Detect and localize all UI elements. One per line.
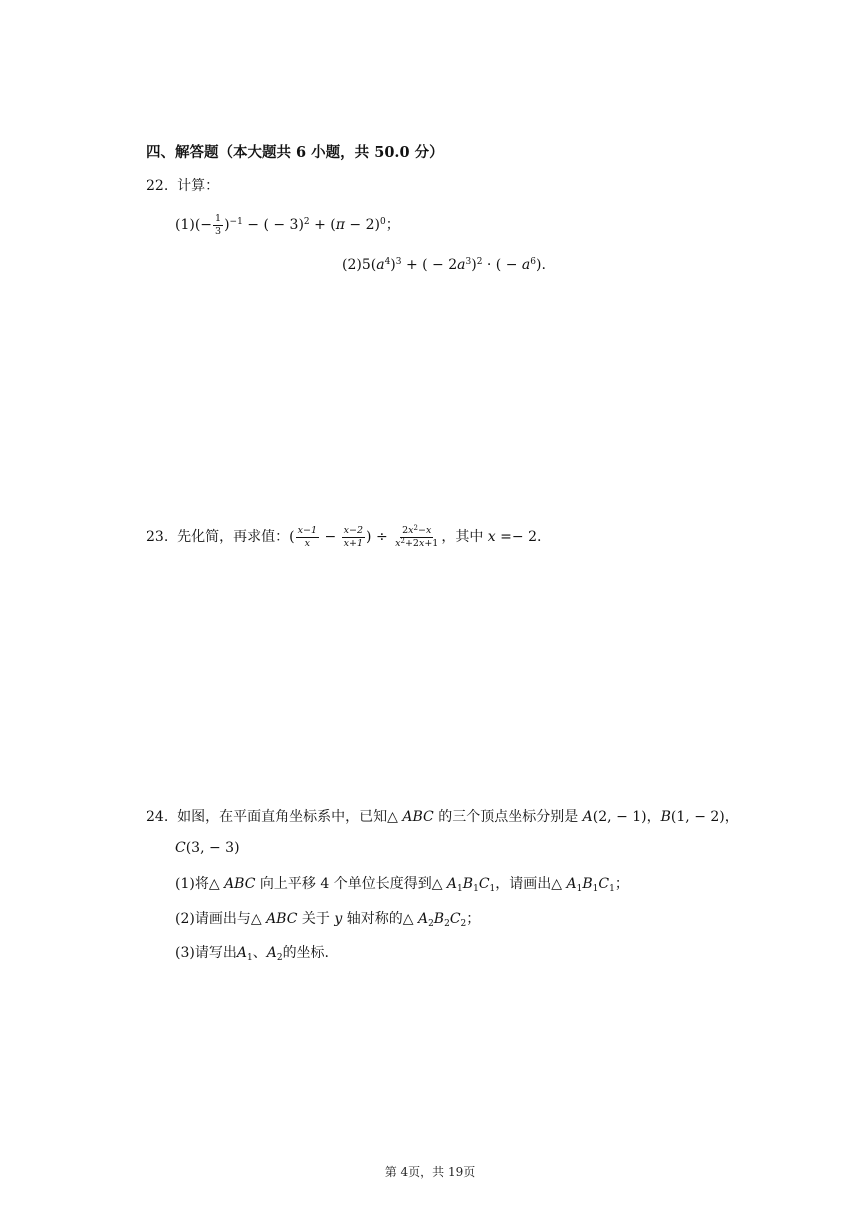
question-22-part-2: $(2)5(a^4)^3$ + ( − $2a^3)^2$ · ( − $a^6$). — [342, 257, 546, 273]
question-23-number: 23. — [146, 529, 169, 545]
question-22-prompt — [146, 175, 219, 195]
question-24-part-1: (1)将△ ABC 向上平移 4 个单位长度得到△ $A_1B_1C_1$，请画出△ $A_1B_1C_1$； — [175, 876, 629, 894]
question-22-number: 22. — [146, 178, 169, 194]
question-24-line-1: 24. 如图，在平面直角坐标系中，已知△ ABC 的三个顶点坐标分别是 A(2, − 1)，B(1, − 2)， — [146, 809, 739, 825]
question-24-part-2: (2)请画出与△ ABC 关于 y 轴对称的△ $A_2B_2C_2$； — [175, 911, 481, 929]
question-24-line-2: C(3, − 3) — [175, 840, 240, 856]
question-22-part-1: (1)(− $\frac{1}{3}$ )$^{-1}$ − ( − $3)^2 + (\pi - 2)^0$； — [175, 213, 400, 237]
question-23: 23. 先化简，再求值：( $\frac{x-1}{x}$ − $\frac{x-2}{x+1}$ ) ÷ $\frac{2x^2-x}{x^2+2x+1}$ ，其中 x =− 2. — [146, 524, 542, 549]
section-title: 四、解答题（本大题共 6 小题，共 50.0 分） — [146, 144, 444, 161]
question-22-text: 计算： — [177, 178, 220, 194]
question-24-part-3: (3)请写出$A_1$、$A_2$的坐标. — [175, 945, 330, 963]
page-footer: 第 4页，共 19页 — [384, 1165, 476, 1179]
question-24-number: 24. — [146, 809, 169, 825]
